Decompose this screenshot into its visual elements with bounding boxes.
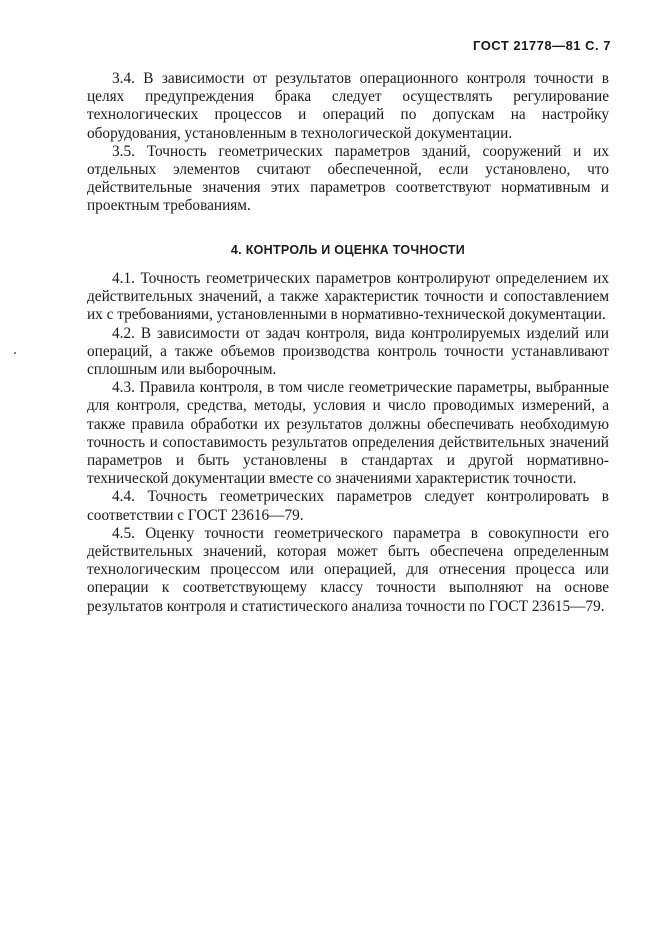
running-header: ГОСТ 21778—81 С. 7 xyxy=(473,38,611,53)
paragraph-3-5: 3.5. Точность геометрических параметров зданий, сооружений и их отдельных элементов считают обеспеченной, если установлено, что действительные значения этих параметров соответствуют нормативным и проектным требованиям. xyxy=(87,142,609,215)
text-block-section-4 xyxy=(87,270,609,616)
text-block-section-3 xyxy=(87,70,609,216)
paragraph-4-3: 4.3. Правила контроля, в том числе геометрические параметры, выбранные для контроля, средства, методы, условия и число проводимых измерений, а также правила обработки их результатов должны обеспечивать необходимую точность и сопоставимость результатов определения действительных значений параметров и быть установлены в стандартах и другой нормативно-технической документации вместе со значениями характеристик точности. xyxy=(87,379,609,488)
paragraph-4-4: 4.4. Точность геометрических параметров следует контролировать в соответствии с ГОСТ 23616—79. xyxy=(87,488,609,524)
paragraph-3-4: 3.4. В зависимости от результатов операционного контроля точности в целях предупреждения брака следует осуществлять регулирование технологических процессов и операций по допускам на настройку оборудования, установленным в технологической документации. xyxy=(87,70,609,142)
paragraph-4-5: 4.5. Оценку точности геометрического параметра в совокупности его действительных значений, которая может быть обеспечена определенным технологическим процессом или операцией, для отнесения процесса или операции к соответствующему классу точности выполняют на основе результатов контроля и статистического анализа точности по ГОСТ 23615—79. xyxy=(87,524,609,615)
paragraph-4-2: 4.2. В зависимости от задач контроля, вида контролируемых изделий или операций, а также объемов производства контроль точности устанавливают сплошным или выборочным. xyxy=(87,324,609,379)
section-heading: 4. КОНТРОЛЬ И ОЦЕНКА ТОЧНОСТИ xyxy=(230,243,466,257)
paragraph-4-1: 4.1. Точность геометрических параметров контролируют определением их действительных значений, а также характеристик точности и сопоставлением их с требованиями, установленными в нормативно-технической документации. xyxy=(87,270,609,324)
margin-speck xyxy=(14,352,16,354)
